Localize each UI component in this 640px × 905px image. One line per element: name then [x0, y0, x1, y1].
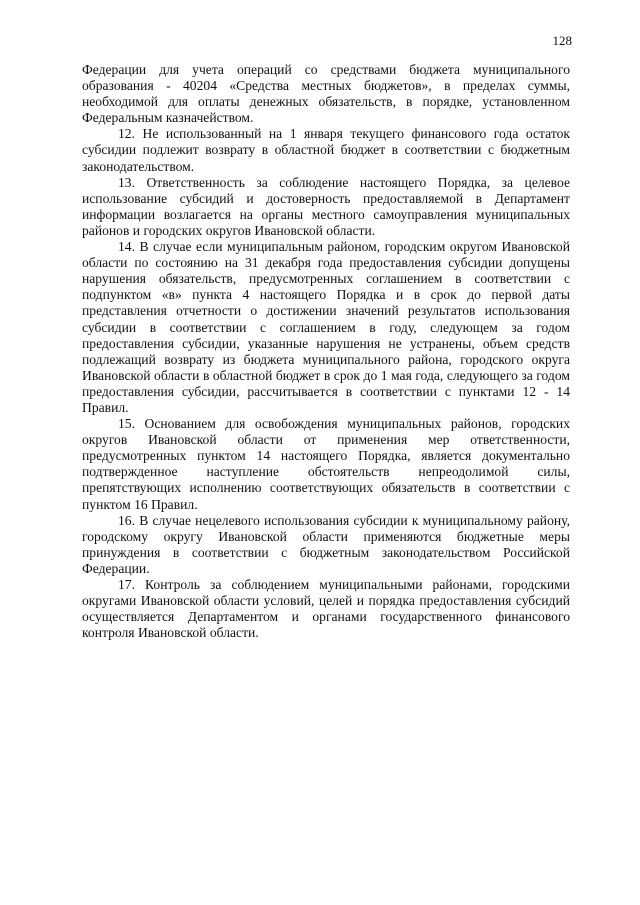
paragraph-12: 12. Не использованный на 1 января текущего финансового года остаток субсидии подлежит возврату в областной бюджет в соответствии с бюджетным законодательством. — [82, 126, 570, 174]
paragraph-continuation: Федерации для учета операций со средствами бюджета муниципального образования - 40204 «Средства местных бюджетов», в пределах суммы, необходимой для оплаты денежных обязательств, в порядке, установленном Федеральным казначейством. — [82, 62, 570, 126]
page-number: 128 — [552, 33, 572, 48]
paragraph-13: 13. Ответственность за соблюдение настоящего Порядка, за целевое использование субсидий и достоверность предоставляемой в Департамент информации возлагается на органы местного самоуправления муниципальных районов и городских округов Ивановской области. — [82, 174, 570, 238]
paragraph-14: 14. В случае если муниципальным районом, городским округом Ивановской области по состоянию на 31 декабря года предоставления субсидии допущены нарушения обязательств, предусмотренных соглашением в соответствии с подпунктом «в» пункта 4 настоящего Порядка и в срок до первой даты представления отчетности о достижении значений результатов использования субсидии в соответствии с соглашением в году, следующем за годом предоставления субсидии, указанные нарушения не устранены, объем средств подлежащий возврату из бюджета муниципального района, городского округа Ивановской области в областной бюджет в срок до 1 мая года, следующего за годом предоставления субсидии, рассчитывается в соответствии с пунктами 12 - 14 Правил. — [82, 239, 570, 415]
paragraph-17: 17. Контроль за соблюдением муниципальными районами, городскими округами Ивановской области условий, целей и порядка предоставления субсидий осуществляется Департаментом и органами государственного финансового контроля Ивановской области. — [82, 577, 570, 641]
paragraph-16: 16. В случае нецелевого использования субсидии к муниципальному району, городскому округу Ивановской области применяются бюджетные меры принуждения в соответствии с бюджетным законодательством Российской Федерации. — [82, 512, 570, 576]
paragraph-15: 15. Основанием для освобождения муниципальных районов, городских округов Ивановской области от применения мер ответственности, предусмотренных пунктом 14 настоящего Порядка, является документально подтвержденное наступление обстоятельств непреодолимой силы, препятствующих исполнению соответствующих обязательств в соответствии с пунктом 16 Правил. — [82, 416, 570, 512]
document-body — [82, 62, 570, 641]
